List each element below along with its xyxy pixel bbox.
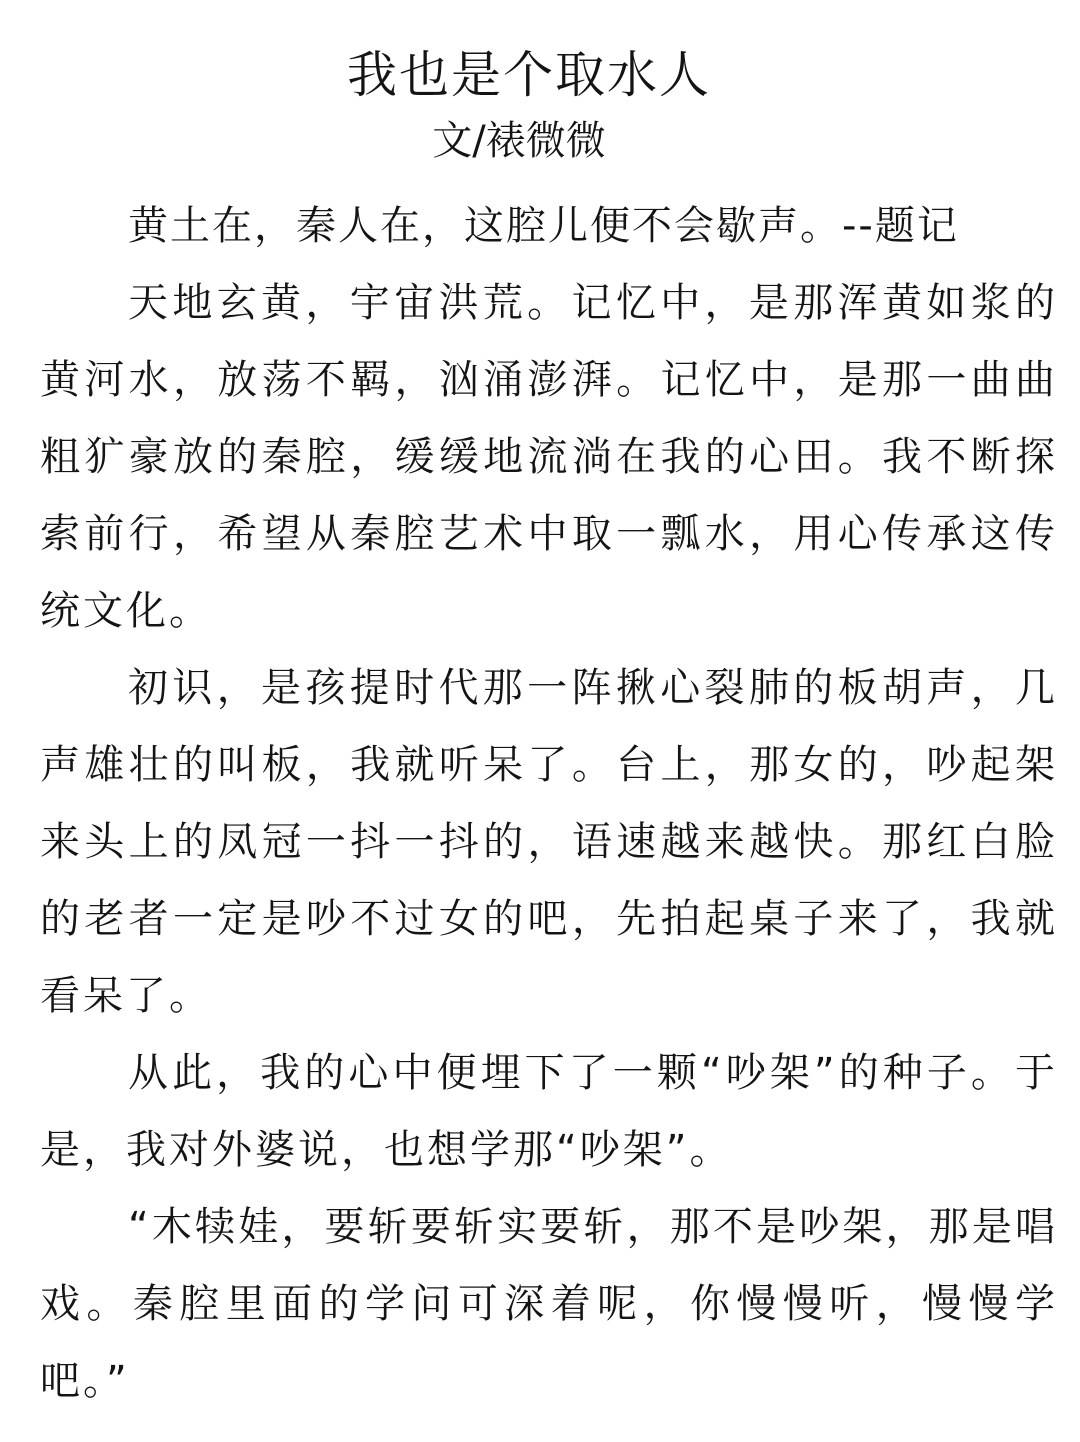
document-title: 我也是个取水人	[347, 46, 711, 104]
author-line: 文/裱微微	[432, 118, 606, 164]
paragraph: 从此，我的心中便埋下了一颗“吵架”的种子。于是，我对外婆说，也想学那“吵架”。	[40, 1050, 1058, 1173]
article-body	[40, 188, 1058, 1420]
paragraph: “木犊娃，要斩要斩实要斩，那不是吵架，那是唱戏。秦腔里面的学问可深着呢，你慢慢听，慢慢学吧。”	[40, 1204, 1058, 1404]
epigraph-paragraph: 黄土在，秦人在，这腔儿便不会歇声。--题记	[128, 203, 959, 249]
paragraph: 天地玄黄，宇宙洪荒。记忆中，是那浑黄如浆的黄河水，放荡不羁，汹涌澎湃。记忆中，是那一曲曲粗犷豪放的秦腔，缓缓地流淌在我的心田。我不断探索前行，希望从秦腔艺术中取一瓢水，用心传承这传统文化。	[40, 280, 1058, 634]
paragraph: 初识，是孩提时代那一阵揪心裂肺的板胡声，几声雄壮的叫板，我就听呆了。台上，那女的，吵起架来头上的凤冠一抖一抖的，语速越来越快。那红白脸的老者一定是吵不过女的吧，先拍起桌子来了，我就看呆了。	[40, 665, 1058, 1019]
